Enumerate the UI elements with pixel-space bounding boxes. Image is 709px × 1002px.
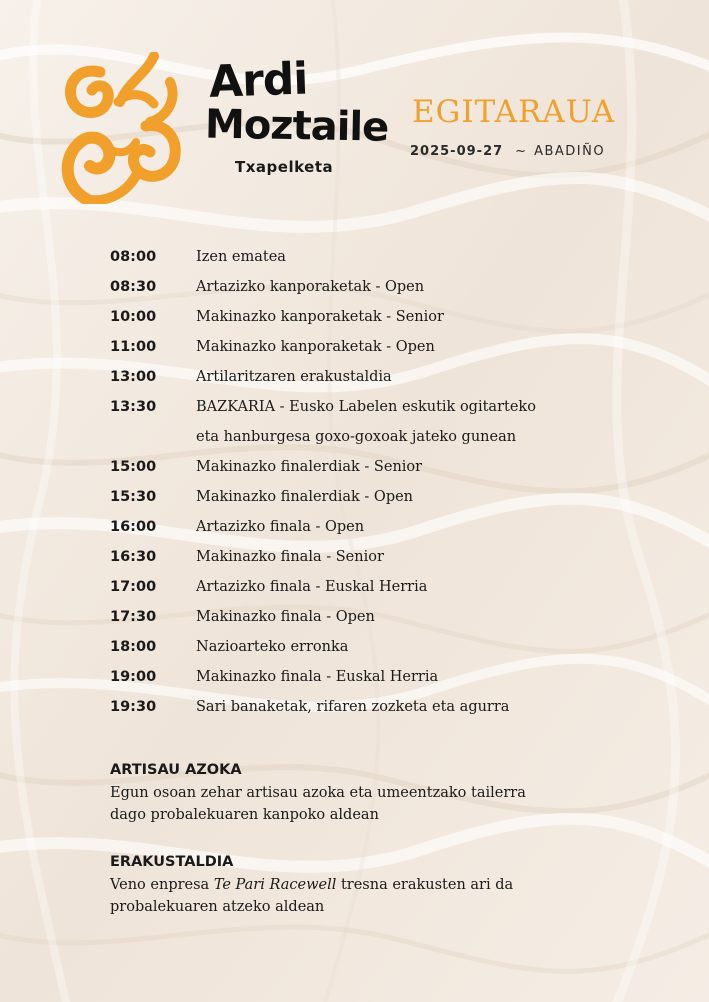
- schedule-time: 17:00: [110, 579, 157, 595]
- event-date: 2025-09-27: [410, 144, 504, 159]
- schedule-time: 10:00: [110, 309, 157, 325]
- schedule-event: Artazizko finala - Open: [196, 519, 365, 535]
- schedule-time: 15:00: [110, 459, 157, 475]
- event-place: ABADIÑO: [534, 144, 606, 159]
- schedule-event: Makinazko kanporaketak - Senior: [196, 309, 444, 325]
- schedule-event: Makinazko kanporaketak - Open: [196, 339, 435, 355]
- schedule-row: [110, 332, 580, 362]
- schedule-time: 19:30: [110, 699, 157, 715]
- line-text: tresna erakusten ari da: [336, 877, 514, 893]
- schedule-event: eta hanburgesa goxo-goxoak jateko gunean: [196, 429, 517, 445]
- schedule-event: Nazioarteko erronka: [196, 639, 349, 655]
- schedule-row: [110, 392, 580, 422]
- wordmark-line-2: Moztaile: [204, 101, 389, 151]
- schedule-time: 16:30: [110, 549, 157, 565]
- artisau-azoka-section: [110, 762, 590, 826]
- schedule-event: Artazizko finala - Euskal Herria: [196, 579, 428, 595]
- schedule-event: Makinazko finala - Open: [196, 609, 375, 625]
- schedule-row: [110, 302, 580, 332]
- schedule-time: 17:30: [110, 609, 157, 625]
- schedule-time: 15:30: [110, 489, 157, 505]
- wordmark-line-3: Txapelketa: [235, 158, 334, 176]
- schedule-row: [110, 602, 580, 632]
- section-line: probalekuaren atzeko aldean: [110, 899, 325, 915]
- event-date-place: [410, 144, 605, 159]
- schedule-time: 08:00: [110, 249, 157, 265]
- schedule-row: [110, 482, 580, 512]
- schedule-row: [110, 692, 580, 722]
- schedule-event: Makinazko finalerdiak - Open: [196, 489, 414, 505]
- schedule-time: 11:00: [110, 339, 157, 355]
- schedule-event: Makinazko finala - Euskal Herria: [196, 669, 439, 685]
- schedule-event: BAZKARIA - Eusko Labelen eskutik ogitarteko: [196, 399, 536, 415]
- schedule-event: Artazizko kanporaketak - Open: [196, 279, 425, 295]
- section-line: Egun osoan zehar artisau azoka eta umeentzako tailerra: [110, 785, 526, 801]
- schedule-event: Artilaritzaren erakustaldia: [196, 369, 392, 385]
- schedule-time: 13:30: [110, 399, 157, 415]
- schedule-time: 18:00: [110, 639, 157, 655]
- section-title: ERAKUSTALDIA: [110, 854, 234, 870]
- schedule-row: [110, 542, 580, 572]
- section-title: ARTISAU AZOKA: [110, 762, 242, 778]
- section-body: [110, 782, 590, 826]
- sheep-shearing-logo-icon: [58, 52, 184, 204]
- wordmark-line-1: Ardi: [208, 53, 309, 108]
- schedule-row: [110, 242, 580, 272]
- schedule-event: Makinazko finala - Senior: [196, 549, 384, 565]
- section-line: dago probalekuaren kanpoko aldean: [110, 807, 379, 823]
- line-text: Veno enpresa: [110, 877, 214, 893]
- date-place-separator: ~: [515, 144, 527, 159]
- schedule-row: [110, 362, 580, 392]
- schedule-time: 13:00: [110, 369, 157, 385]
- schedule-list: [110, 242, 580, 722]
- erakustaldia-section: [110, 854, 590, 918]
- section-line: [110, 874, 590, 896]
- ardi-moztaile-wordmark: [204, 53, 389, 176]
- schedule-row: [110, 662, 580, 692]
- schedule-row-continuation: [110, 422, 580, 452]
- schedule-row: [110, 632, 580, 662]
- schedule-event: Makinazko finalerdiak - Senior: [196, 459, 423, 475]
- schedule-event: Sari banaketak, rifaren zozketa eta agurra: [196, 699, 510, 715]
- schedule-row: [110, 512, 580, 542]
- schedule-time: 16:00: [110, 519, 157, 535]
- product-name: Te Pari Racewell: [213, 877, 337, 893]
- schedule-time: 19:00: [110, 669, 157, 685]
- schedule-row: [110, 452, 580, 482]
- schedule-row: [110, 272, 580, 302]
- schedule-event: Izen ematea: [196, 249, 286, 265]
- page-title: EGITARAUA: [412, 94, 616, 130]
- schedule-row: [110, 572, 580, 602]
- section-body: [110, 874, 590, 918]
- schedule-time: 08:30: [110, 279, 157, 295]
